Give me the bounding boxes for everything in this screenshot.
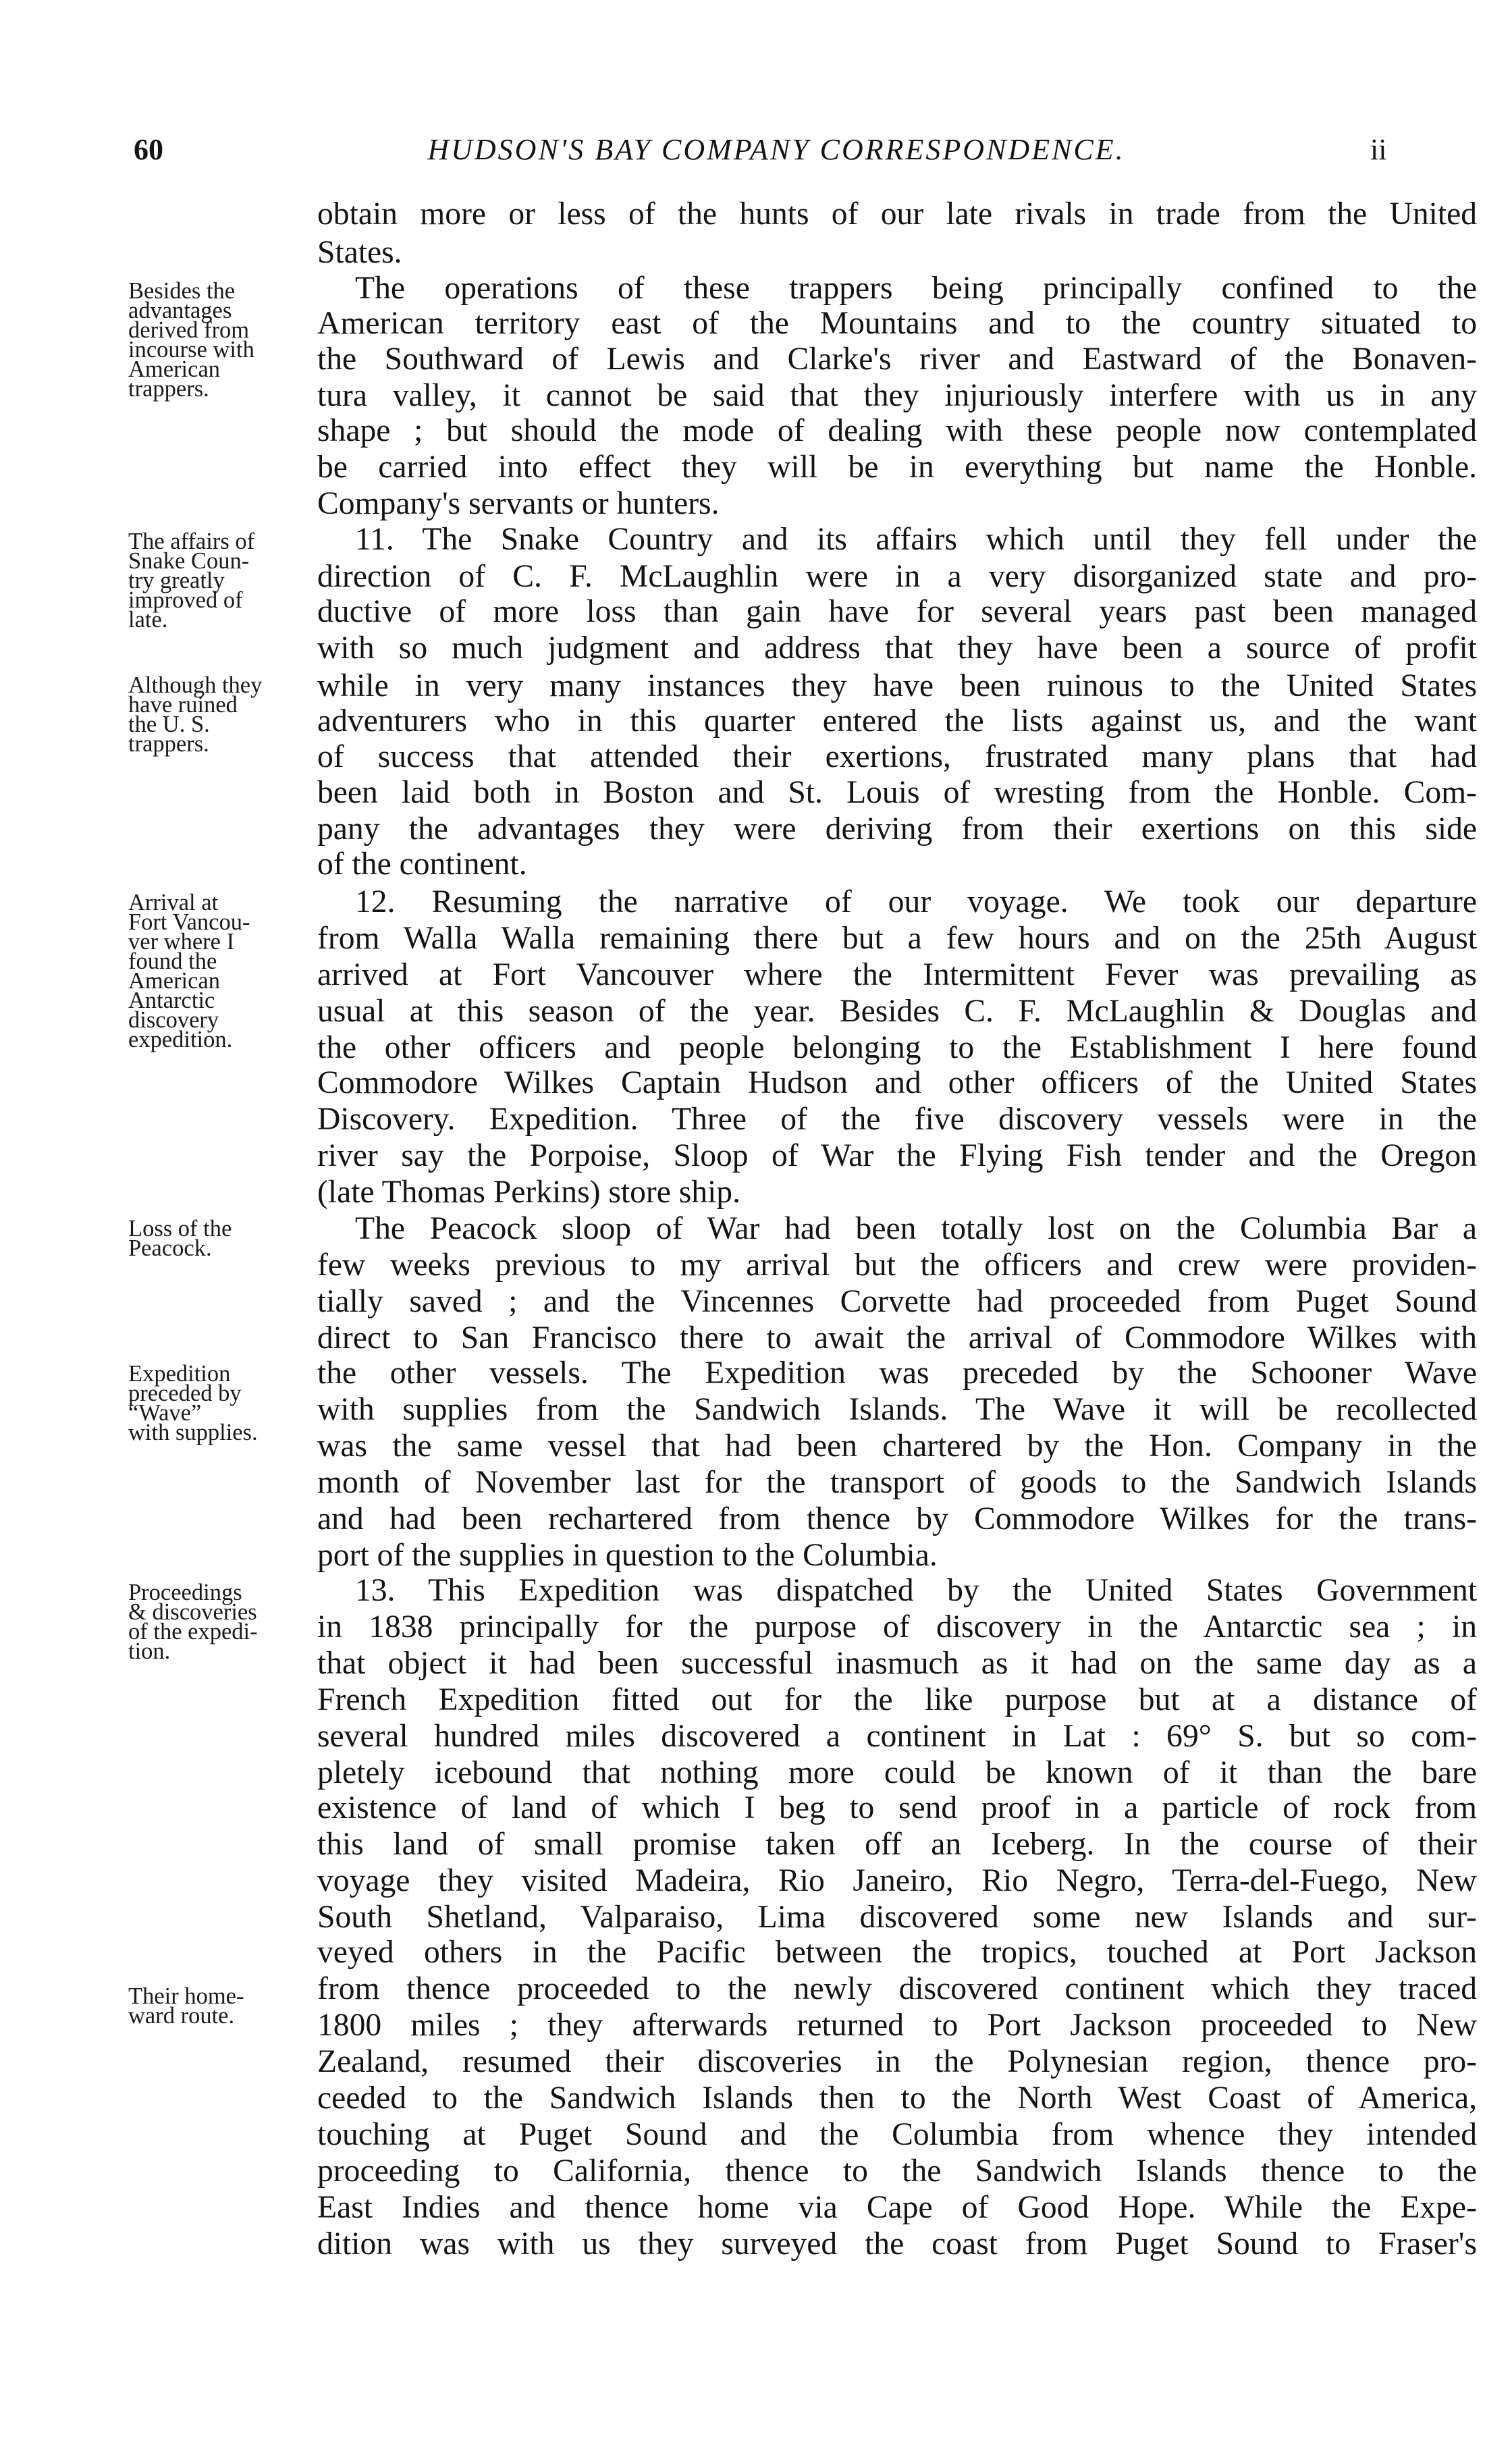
body-line: be carried into effect they will be in everything but name the Honble. [317,450,1477,485]
margin-note-line: Arrival at [128,890,219,915]
margin-note [128,672,314,757]
body-line: ductive of more loss than gain have for several years past been managed [317,594,1477,629]
body-line: South Shetland, Valparaiso, Lima discovered some new Islands and sur- [317,1900,1477,1935]
margin-note-line: tion. [128,1638,171,1664]
body-line: been laid both in Boston and St. Louis of wresting from the Honble. Com- [317,775,1477,810]
body-line: Zealand, resumed their discoveries in the Polynesian region, thence pro- [317,2044,1477,2079]
body-line: few weeks previous to my arrival but the officers and crew were providen- [317,1248,1477,1283]
body-line: French Expedition fitted out for the like purpose but at a distance of [317,1682,1477,1717]
body-line: tura valley, it cannot be said that they injuriously interfere with us in any [317,378,1477,413]
margin-note-line: Loss of the [128,1216,232,1241]
margin-note-line: The affairs of [128,529,255,554]
margin-note-line: with supplies. [128,1420,258,1445]
margin-note-line: the U. S. [128,712,210,737]
body-line: of success that attended their exertions, frustrated many plans that had [317,739,1477,774]
body-line: port of the supplies in question to the Columbia. [317,1538,938,1573]
body-line: 11. The Snake Country and its affairs which until they fell under the [355,522,1477,557]
body-line: tially saved ; and the Vincennes Corvette had proceeded from Puget Sound [317,1284,1477,1319]
body-line: the other officers and people belonging to the Establishment I here found [317,1030,1477,1065]
margin-note-line: have ruined [128,692,238,718]
body-line: while in very many instances they have been ruinous to the United States [317,668,1477,703]
margin-note-line: “Wave” [128,1400,202,1426]
body-line: States. [317,235,402,270]
body-line: Commodore Wilkes Captain Hudson and other officers of the United States [317,1065,1477,1100]
body-line: Company's servants or hunters. [317,486,720,521]
margin-note-line: Peacock. [128,1235,212,1261]
margin-note-line: Their home- [128,1983,244,2009]
body-line: adventurers who in this quarter entered the lists against us, and the want [317,703,1477,739]
body-line: this land of small promise taken off an Iceberg. In the course of their [317,1827,1477,1862]
margin-note-line: of the expedi- [128,1619,258,1644]
body-line: the Southward of Lewis and Clarke's river and Eastward of the Bonaven- [317,342,1477,377]
margin-note-line: Snake Coun- [128,548,250,574]
body-line: the other vessels. The Expedition was preceded by the Schooner Wave [317,1356,1477,1391]
body-line: voyage they visited Madeira, Rio Janeiro, Rio Negro, Terra-del-Fuego, New [317,1863,1477,1898]
margin-note-line: discovery [128,1007,219,1033]
margin-note [128,278,314,402]
body-line: in 1838 principally for the purpose of discovery in the Antarctic sea ; in [317,1609,1477,1644]
margin-note-line: expedition. [128,1027,233,1052]
margin-note-line: improved of [128,587,243,613]
body-line: pletely icebound that nothing more could be known of it than the bare [317,1755,1477,1790]
margin-note-line: Antarctic [128,988,215,1013]
page-header [0,0,1512,203]
margin-note-line: incourse with [128,337,254,363]
margin-note-line: advantages [128,298,232,323]
body-line: direction of C. F. McLaughlin were in a very disorganized state and pro- [317,559,1477,594]
margin-note [128,1983,314,2029]
body-line: with supplies from the Sandwich Islands. The Wave it will be recollected [317,1392,1477,1427]
margin-note-line: ver where I [128,929,235,955]
body-line: dition was with us they surveyed the coast from Puget Sound to Fraser's [317,2226,1477,2261]
body-line: river say the Porpoise, Sloop of War the Flying Fish tender and the Oregon [317,1138,1477,1173]
margin-note-line: Expedition [128,1361,231,1387]
margin-note-line: Although they [128,672,263,698]
body-line: that object it had been successful inasmuch as it had on the same day as a [317,1646,1477,1681]
margin-note-line: late. [128,607,168,633]
margin-note-line: American [128,356,221,382]
body-line: (late Thomas Perkins) store ship. [317,1175,740,1210]
body-line: Discovery. Expedition. Three of the five discovery vessels were in the [317,1102,1477,1137]
body-line: and had been rechartered from thence by Commodore Wilkes for the trans- [317,1501,1477,1536]
margin-note [128,1216,314,1261]
body-line: several hundred miles discovered a continent in Lat : 69° S. but so com- [317,1719,1477,1754]
body-line: East Indies and thence home via Cape of Good Hope. While the Expe- [317,2190,1477,2225]
margin-note-line: derived from [128,317,250,343]
body-line: was the same vessel that had been chartered by the Hon. Company in the [317,1428,1477,1464]
margin-note-line: Fort Vancou- [128,909,250,935]
body-line: from Walla Walla remaining there but a few hours and on the 25th August [317,921,1477,956]
body-line: The operations of these trappers being principally confined to the [355,271,1477,306]
body-line: proceeding to California, thence to the Sandwich Islands thence to the [317,2153,1477,2189]
body-line: month of November last for the transport of goods to the Sandwich Islands [317,1465,1477,1500]
body-line: obtain more or less of the hunts of our late rivals in trade from the United [317,196,1477,232]
body-line: The Peacock sloop of War had been totally lost on the Columbia Bar a [355,1211,1477,1246]
page-number: 60 [134,133,163,166]
margin-note-line: Proceedings [128,1580,242,1605]
body-line: usual at this season of the year. Besides C. F. McLaughlin & Douglas and [317,994,1477,1029]
body-line: shape ; but should the mode of dealing with these people now contemplated [317,413,1477,448]
body-line: 1800 miles ; they afterwards returned to Port Jackson proceeded to New [317,2008,1477,2043]
body-line: touching at Puget Sound and the Columbia from whence they intended [317,2117,1477,2152]
body-line: pany the advantages they were deriving from their exertions on this side [317,811,1477,847]
margin-note-line: ward route. [128,2003,235,2029]
body-line: with so much judgment and address that they have been a source of profit [317,631,1477,666]
margin-note [128,529,314,633]
margin-note-line: try greatly [128,568,225,593]
body-line: 13. This Expedition was dispatched by the United States Government [355,1573,1477,1608]
margin-note [128,890,314,1052]
body-line: from thence proceeded to the newly discovered continent which they traced [317,1971,1477,2006]
body-line: ceeded to the Sandwich Islands then to the North West Coast of America, [317,2081,1477,2116]
section-mark: ii [1370,133,1387,166]
body-line: arrived at Fort Vancouver where the Intermittent Fever was prevailing as [317,957,1477,992]
body-line: direct to San Francisco there to await the arrival of Commodore Wilkes with [317,1320,1477,1356]
margin-note-line: & discoveries [128,1599,257,1625]
margin-note-line: Besides the [128,278,236,304]
body-line: of the continent. [317,847,527,882]
running-title: HUDSON'S BAY COMPANY CORRESPONDENCE. [427,133,1125,166]
body-line: 12. Resuming the narrative of our voyage. We took our departure [355,884,1477,919]
margin-note-line: preceded by [128,1381,242,1406]
margin-note [128,1580,314,1664]
margin-note [128,1361,314,1445]
margin-note-line: found the [128,948,217,974]
body-line: American territory east of the Mountains and to the country situated to [317,306,1477,341]
margin-note-line: trappers. [128,731,209,757]
body-line: veyed others in the Pacific between the tropics, touched at Port Jackson [317,1935,1477,1970]
margin-note-line: trappers. [128,376,209,402]
body-line: existence of land of which I beg to send proof in a particle of rock from [317,1790,1477,1825]
margin-note-line: American [128,968,221,994]
